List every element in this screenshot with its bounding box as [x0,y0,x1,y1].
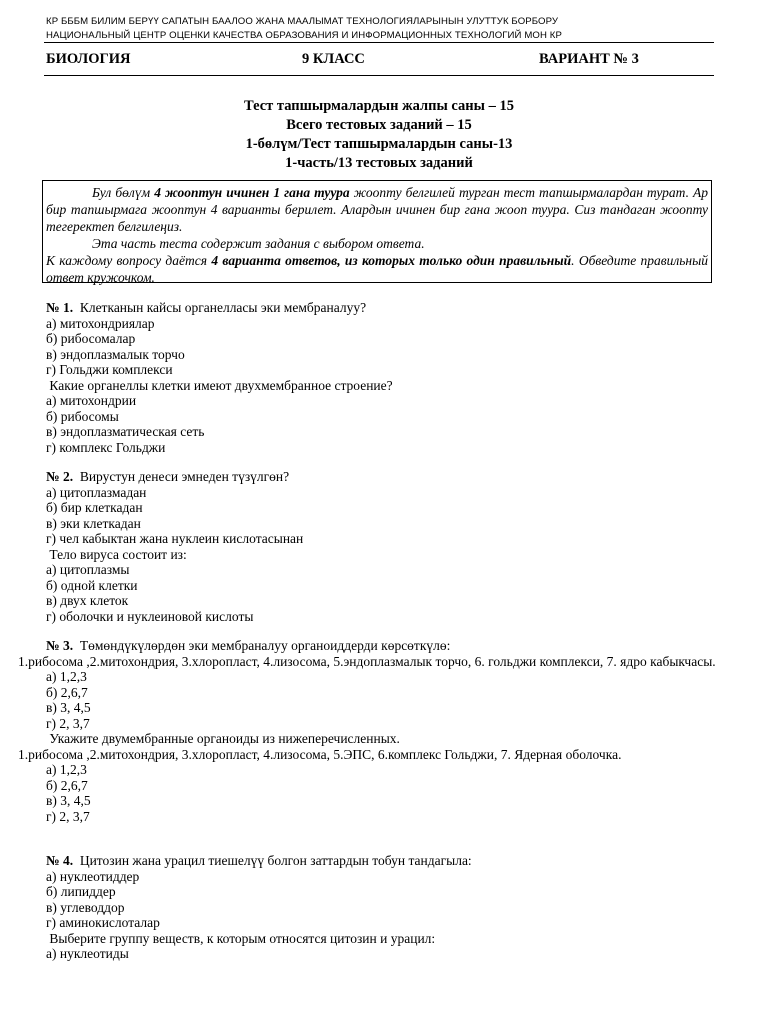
option[interactable]: б) одной клетки [46,577,138,593]
title-total-ky: Тест тапшырмалардын жалпы саны – 15 [244,98,514,114]
org-name-kyrgyz: КР БББМ БИЛИМ БЕРҮҮ САПАТЫН БААЛОО ЖАНА МААЛЫМАТ ТЕХНОЛОГИЯЛАРЫНЫН УЛУТТУК БОРБОРУ [46,16,559,27]
question-text-ky: Төмөндүкүлөрдөн эки мембраналуу органоиддерди көрсөткүлө: [79,638,451,653]
org-name-russian: НАЦИОНАЛЬНЫЙ ЦЕНТР ОЦЕНКИ КАЧЕСТВА ОБРАЗОВАНИЯ И ИНФОРМАЦИОННЫХ ТЕХНОЛОГИЙ МОН КР [46,30,562,41]
question-number: № 2. [46,469,74,484]
option[interactable]: в) 3, 4,5 [46,793,91,808]
option[interactable]: а) нуклеотиддер [46,868,140,884]
title-part-ky: 1-бөлүм/Тест тапшырмалардын саны-13 [245,136,513,152]
organization-header [46,15,562,43]
question-text-ky: Цитозин жана урацил тиешелүү болгон заттардын тобун тандагыла: [79,853,472,868]
test-titles [44,97,714,173]
question-2 [46,469,716,624]
organoid-list-ru: 1.рибосома ,2.митохондрия, 3.хлоропласт, 4.лизосома, 5.ЭПС, 6.комплекс Гольджи, 7. Ядерная оболочка. [18,746,622,762]
title-total-ru: Всего тестовых заданий – 15 [286,117,472,133]
option[interactable]: г) 2, 3,7 [46,808,90,824]
option[interactable]: а) нуклеотиды [46,946,129,961]
option[interactable]: в) углеводдор [46,899,125,915]
option[interactable]: в) двух клеток [46,593,129,608]
option[interactable]: б) 2,6,7 [46,777,88,793]
question-text-ru: Какие органеллы клетки имеют двухмембранное строение? [49,377,393,393]
question-number: № 4. [46,853,74,868]
option[interactable]: б) 2,6,7 [46,684,88,700]
option[interactable]: в) эндоплазмалык торчо [46,346,185,362]
variant-label: ВАРИАНТ № 3 [539,51,639,67]
header-rule-bottom [44,75,714,76]
question-number: № 1. [46,300,74,315]
instructions-box [42,180,712,283]
option[interactable]: б) рибосомалар [46,331,136,346]
header-rule-top [44,42,714,43]
option[interactable]: а) 1,2,3 [46,762,87,777]
option[interactable]: в) эки клеткадан [46,515,141,531]
organoid-list-ky: 1.рибосома ,2.митохондрия, 3.хлоропласт, 4.лизосома, 5.эндоплазмалык торчо, 6. гольджи комплекси, 7. ядро кабыкчасы. [18,653,716,669]
option[interactable]: а) 1,2,3 [46,669,87,684]
option[interactable]: г) чел кабыктан жана нуклеин кислотасынан [46,531,304,546]
option[interactable]: а) митохондрии [46,393,137,408]
instructions-russian-line: Эта часть теста содержит задания с выбором ответа. [92,236,425,251]
title-part-ru: 1-часть/13 тестовых заданий [285,155,473,171]
question-text-ru: Тело вируса состоит из: [49,546,187,562]
instructions-kyrgyz: Бул бөлүм 4 жооптун ичинен 1 гана туура жоопту белгилей турган тест тапшырмалардан турат. Ар бир тапшырмага жооптун 4 варианты берилет. Алардын ичинен бир гана жооп туура. Сиз тандаган жоопту тегеректеп белгилеңиз. [46,185,708,234]
question-text-ru: Выберите группу веществ, к которым относятся цитозин и урацил: [49,930,436,946]
option[interactable]: б) бир клеткадан [46,500,143,515]
option[interactable]: г) комплекс Гольджи [46,439,166,455]
option[interactable]: а) митохондриялар [46,315,155,331]
option[interactable]: а) цитоплазмадан [46,484,147,500]
question-text-ky: Клетканын кайсы органелласы эки мембраналуу? [79,300,367,315]
question-number: № 3. [46,638,74,653]
option[interactable]: а) цитоплазмы [46,562,130,577]
question-3 [18,638,716,824]
option[interactable]: г) аминокислоталар [46,915,160,930]
grade-label: 9 КЛАСС [302,51,365,67]
option[interactable]: г) 2, 3,7 [46,715,90,731]
option[interactable]: в) 3, 4,5 [46,700,91,715]
question-1 [46,300,716,455]
option[interactable]: г) Гольджи комплекси [46,362,173,377]
option[interactable]: б) рибосомы [46,408,119,424]
subject-label: БИОЛОГИЯ [46,51,131,67]
option[interactable]: в) эндоплазматическая сеть [46,424,205,439]
question-text-ky: Вирустун денеси эмнеден түзүлгөн? [79,469,290,484]
instructions-russian: К каждому вопросу даётся 4 варианта ответов, из которых только один правильный. Обведите правильный ответ кружочком. [46,253,708,285]
question-4 [46,853,716,962]
option[interactable]: г) оболочки и нуклеиновой кислоты [46,608,254,624]
question-text-ru: Укажите двумембранные органоиды из нижеперечисленных. [49,731,400,746]
option[interactable]: б) липиддер [46,884,116,899]
